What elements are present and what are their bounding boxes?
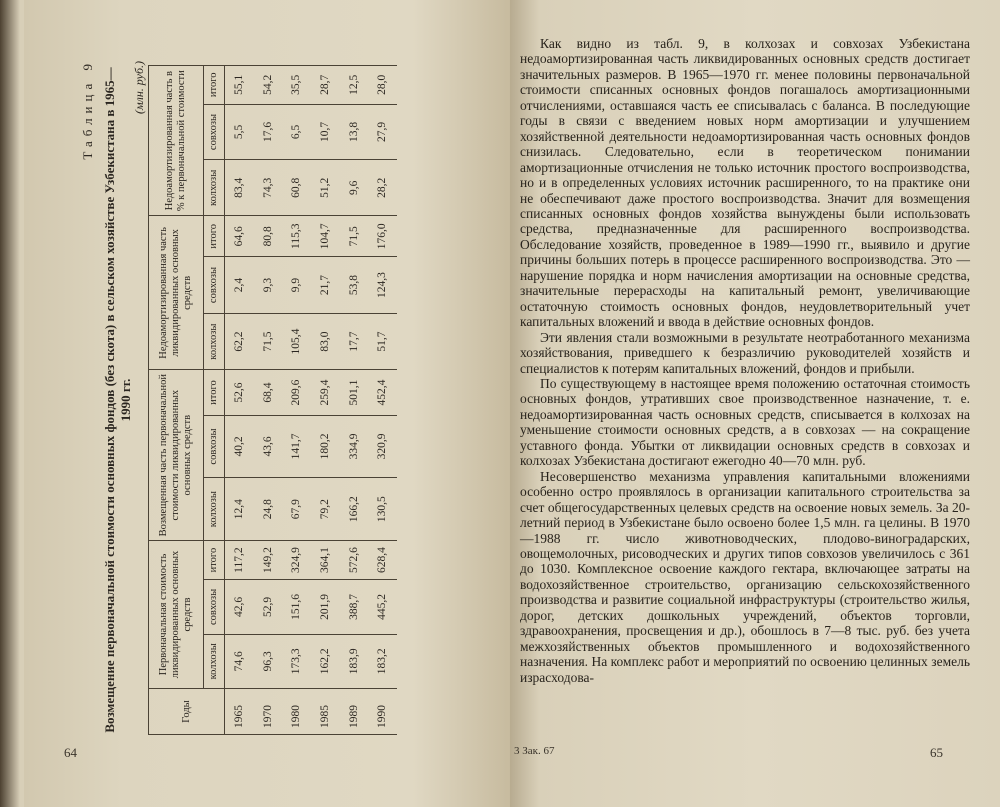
body-text: [520, 36, 970, 685]
table-row: [311, 66, 340, 735]
value-cell: 17,6: [254, 104, 283, 160]
value-cell: 149,2: [254, 540, 283, 579]
col-subheader: совхозы: [204, 580, 225, 634]
value-cell: 9,6: [339, 160, 368, 216]
value-cell: 64,6: [225, 216, 254, 257]
paragraph: Несовершенство механизма управления капитальными вложениями особенно остро проявлялось в организации капитального строительства за счет общегосударственных целевых средств на освоение новых земель. За 20-летний период в Узбекистане было освоено более 1,5 млн. га целины. В 1970—1988 гг. число животноводческих, плодово-виноградарских, овощемолочных, рисоводческих и других типов совхозов увеличилось с 361 до 1030. Комплексное освоение каждого гектара, включающее затраты на водохозяйственное строительство, организацию сельскохозяйственного производства и развитие социальной инфраструктуры (строительство жилья, дорог, детских дошкольных учреждений, объектов торговли, здравоохранения, просвещения и др.), обошлось в 7—8 тыс. руб. без учета межхозяйственных объектов промышленного и водохозяйственного назначения. На комплекс работ и мероприятий по освоению целинных земель израсходова-: [520, 468, 970, 685]
table-label: Таблица 9: [80, 59, 95, 160]
value-cell: 21,7: [311, 257, 340, 314]
col-subheader: колхозы: [204, 478, 225, 541]
value-cell: 324,9: [282, 540, 311, 579]
paragraph: Как видно из табл. 9, в колхозах и совхозах Узбекистана недоамортизированная часть ликвидированных основных средств достигает значительных размеров. В 1965—1970 гг. менее половины первоначальной стоимости списанных основных фондов погашалось амортизационными отчислениями, оставшаяся часть ее списывалась с баланса. В последующие годы в связи с введением новых норм амортизации и улучшением хозяйственной деятельности недоамортизированная часть основных фондов снизилась. Следовательно, если в теоретическом понимании амортизационные отчисления не только источник простого воспроизводства, но и в определенных условиях источник расширенного, то на практике они не обеспечивают даже простого воспроизводства. Значит для возмещения списанных основных фондов хозяйства вынуждены были использовать средства, предназначенные для расширенного воспроизводства. Обследование хозяйств, проведенное в 1989—1990 гг., выявило и другие причины больших потерь в процессе расширенного воспроизводства. Это — нарушение порядка и норм начисления амортизации на основные средства, значительные перерасходы на капитальный ремонт, увеличивающие остаточную стоимость основных фондов, неудовлетворительный учет капитальных вложений и ввода в действие основных фондов.: [520, 36, 970, 330]
col-subheader: совхозы: [204, 257, 225, 314]
value-cell: 388,7: [339, 580, 368, 634]
value-cell: 201,9: [311, 580, 340, 634]
col-header-group3: Недоамортизированная часть ликвидированных основных средств: [149, 216, 204, 370]
value-cell: 9,3: [254, 257, 283, 314]
value-cell: 180,2: [311, 415, 340, 478]
table-row: [282, 66, 311, 735]
table-units: (млн. руб.): [132, 61, 146, 115]
value-cell: 17,7: [339, 313, 368, 370]
value-cell: 501,1: [339, 370, 368, 415]
value-cell: 28,7: [311, 66, 340, 105]
value-cell: 28,0: [368, 66, 397, 105]
value-cell: 162,2: [311, 634, 340, 688]
year-cell: 1965: [225, 689, 254, 735]
value-cell: 166,2: [339, 478, 368, 541]
value-cell: 183,9: [339, 634, 368, 688]
value-cell: 83,4: [225, 160, 254, 216]
year-cell: 1980: [282, 689, 311, 735]
value-cell: 259,4: [311, 370, 340, 415]
value-cell: 2,4: [225, 257, 254, 314]
col-subheader: итого: [204, 370, 225, 415]
table-row: [339, 66, 368, 735]
value-cell: 52,6: [225, 370, 254, 415]
col-subheader: итого: [204, 216, 225, 257]
page-number-right: 65: [930, 745, 943, 760]
value-cell: 9,9: [282, 257, 311, 314]
rotated-table-block: [80, 55, 389, 745]
col-subheader: итого: [204, 540, 225, 579]
value-cell: 71,5: [254, 313, 283, 370]
value-cell: 183,2: [368, 634, 397, 688]
value-cell: 628,4: [368, 540, 397, 579]
value-cell: 572,6: [339, 540, 368, 579]
value-cell: 55,1: [225, 66, 254, 105]
year-cell: 1989: [339, 689, 368, 735]
value-cell: 74,3: [254, 160, 283, 216]
value-cell: 54,2: [254, 66, 283, 105]
year-cell: 1990: [368, 689, 397, 735]
value-cell: 42,6: [225, 580, 254, 634]
value-cell: 104,7: [311, 216, 340, 257]
value-cell: 43,6: [254, 415, 283, 478]
value-cell: 452,4: [368, 370, 397, 415]
value-cell: 117,2: [225, 540, 254, 579]
value-cell: 24,8: [254, 478, 283, 541]
col-subheader: совхозы: [204, 104, 225, 160]
table-row: [225, 66, 254, 735]
value-cell: 209,6: [282, 370, 311, 415]
value-cell: 53,8: [339, 257, 368, 314]
value-cell: 173,3: [282, 634, 311, 688]
col-header-group1: Первоначальная стоимость ликвидированных основных средств: [149, 540, 204, 688]
value-cell: 176,0: [368, 216, 397, 257]
data-table: [148, 65, 397, 735]
value-cell: 79,2: [311, 478, 340, 541]
value-cell: 13,8: [339, 104, 368, 160]
value-cell: 141,7: [282, 415, 311, 478]
value-cell: 83,0: [311, 313, 340, 370]
value-cell: 80,8: [254, 216, 283, 257]
col-header-group4: Недоамортизированная часть в % к первоначальной стоимости: [149, 66, 204, 216]
value-cell: 74,6: [225, 634, 254, 688]
value-cell: 334,9: [339, 415, 368, 478]
value-cell: 445,2: [368, 580, 397, 634]
value-cell: 28,2: [368, 160, 397, 216]
paragraph: По существующему в настоящее время положению остаточная стоимость основных фондов, утративших свое производственное назначение, т. е. недоамортизированная часть основных средств, списывается в колхозах на уменьшение стоимости основных средств, а в совхозах — на сокращение уставного фонда. Убытки от ликвидации основных средств в совхозах и колхозах Узбекистана достигают ежегодно 40—70 млн. руб.: [520, 375, 970, 469]
value-cell: 5,5: [225, 104, 254, 160]
value-cell: 320,9: [368, 415, 397, 478]
value-cell: 151,6: [282, 580, 311, 634]
value-cell: 130,5: [368, 478, 397, 541]
value-cell: 62,2: [225, 313, 254, 370]
col-subheader: итого: [204, 66, 225, 105]
value-cell: 12,5: [339, 66, 368, 105]
col-header-group2: Возмещенная часть первоначальной стоимости ликвидированных основных средств: [149, 370, 204, 541]
col-subheader: колхозы: [204, 160, 225, 216]
value-cell: 124,3: [368, 257, 397, 314]
value-cell: 40,2: [225, 415, 254, 478]
col-subheader: колхозы: [204, 634, 225, 688]
year-cell: 1970: [254, 689, 283, 735]
table-title: Возмещение первоначальной стоимости основных фондов (без скота) в сельском хозяйстве Узбекистана в 1965—1990 гг.: [102, 67, 133, 733]
value-cell: 35,5: [282, 66, 311, 105]
value-cell: 60,8: [282, 160, 311, 216]
page-number-left: 64: [64, 745, 77, 760]
value-cell: 27,9: [368, 104, 397, 160]
value-cell: 52,9: [254, 580, 283, 634]
value-cell: 12,4: [225, 478, 254, 541]
table-row: [254, 66, 283, 735]
value-cell: 68,4: [254, 370, 283, 415]
value-cell: 364,1: [311, 540, 340, 579]
paragraph: Эти явления стали возможными в результате неотработанного механизма хозяйствования, приведшего к безразличию руководителей хозяйств и специалистов к потерям капитальных вложений, фондов и прибыли.: [520, 329, 970, 376]
year-cell: 1985: [311, 689, 340, 735]
value-cell: 115,3: [282, 216, 311, 257]
value-cell: 105,4: [282, 313, 311, 370]
value-cell: 51,2: [311, 160, 340, 216]
value-cell: 71,5: [339, 216, 368, 257]
col-subheader: колхозы: [204, 313, 225, 370]
col-header-year: Годы: [149, 689, 225, 735]
value-cell: 96,3: [254, 634, 283, 688]
value-cell: 6,5: [282, 104, 311, 160]
value-cell: 10,7: [311, 104, 340, 160]
col-subheader: совхозы: [204, 415, 225, 478]
printer-note: 3 Зак. 67: [514, 745, 555, 757]
table-row: [368, 66, 397, 735]
value-cell: 51,7: [368, 313, 397, 370]
value-cell: 67,9: [282, 478, 311, 541]
